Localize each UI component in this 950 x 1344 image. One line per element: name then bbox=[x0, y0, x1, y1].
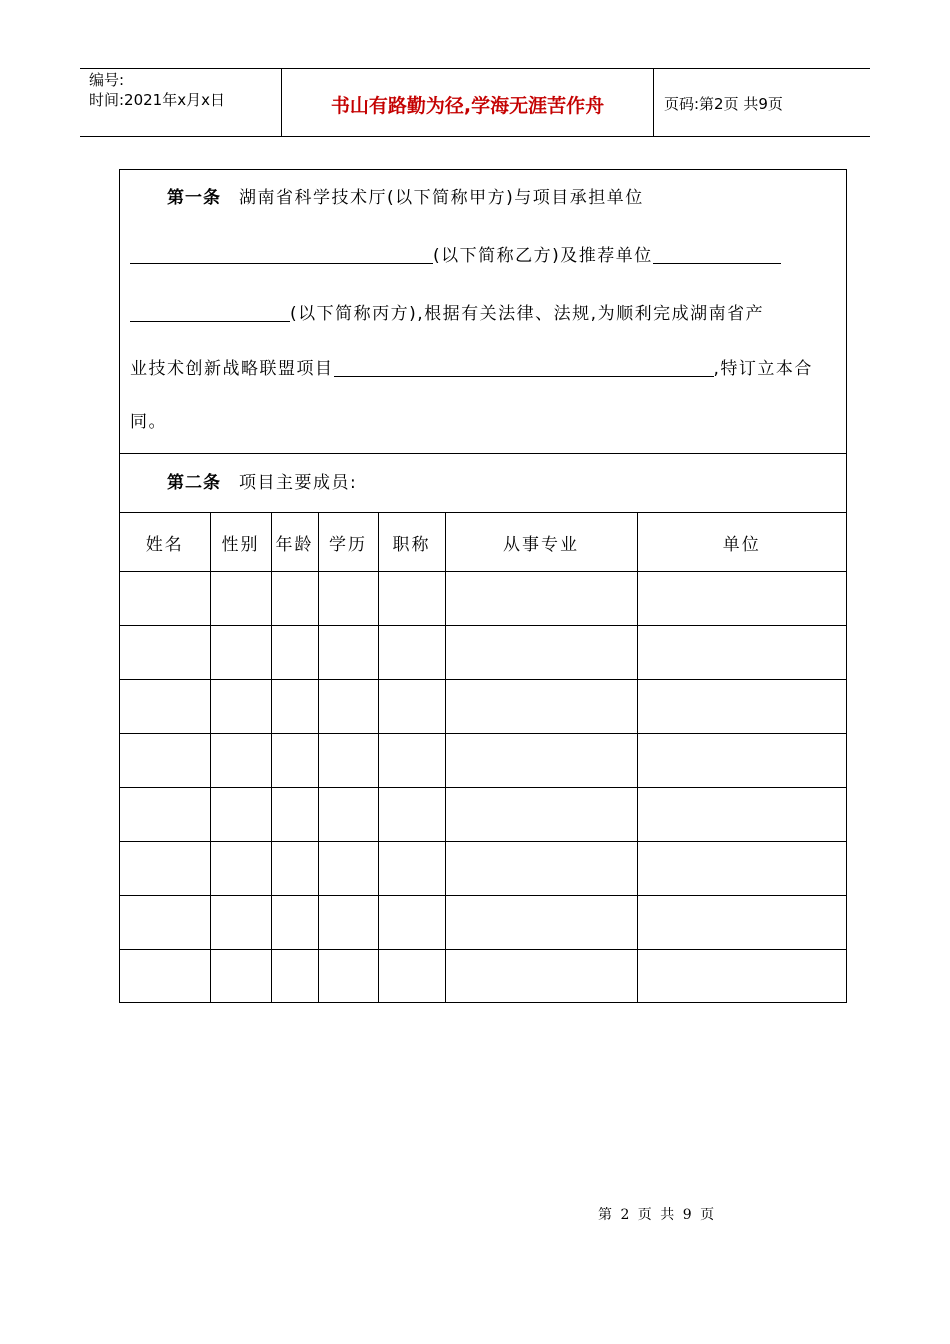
column-header-title: 职称 bbox=[378, 513, 445, 572]
header-page-number: 页码:第2页 共9页 bbox=[664, 95, 783, 113]
table-cell[interactable] bbox=[445, 680, 637, 734]
table-cell[interactable] bbox=[445, 734, 637, 788]
table-cell[interactable] bbox=[637, 842, 846, 896]
table-row bbox=[120, 788, 846, 842]
article-one-line-3 bbox=[130, 302, 838, 326]
table-row bbox=[120, 896, 846, 950]
party-b-blank[interactable] bbox=[130, 245, 433, 264]
table-cell[interactable] bbox=[120, 734, 210, 788]
table-cell[interactable] bbox=[210, 626, 271, 680]
table-cell[interactable] bbox=[445, 788, 637, 842]
column-header-education: 学历 bbox=[318, 513, 378, 572]
table-cell[interactable] bbox=[445, 896, 637, 950]
serial-label: 编号: bbox=[89, 71, 125, 89]
article-two-line bbox=[130, 471, 838, 495]
article-two-text: 项目主要成员: bbox=[239, 473, 358, 493]
contract-form bbox=[119, 169, 847, 1003]
table-cell[interactable] bbox=[210, 950, 271, 1004]
table-row bbox=[120, 950, 846, 1004]
table-cell[interactable] bbox=[445, 572, 637, 626]
article-one-closing: 同。 bbox=[130, 412, 167, 432]
table-cell[interactable] bbox=[271, 788, 318, 842]
table-cell[interactable] bbox=[271, 680, 318, 734]
table-cell[interactable] bbox=[637, 950, 846, 1004]
table-cell[interactable] bbox=[637, 788, 846, 842]
table-cell[interactable] bbox=[120, 788, 210, 842]
table-cell[interactable] bbox=[378, 950, 445, 1004]
project-name-blank[interactable] bbox=[334, 358, 714, 377]
table-cell[interactable] bbox=[378, 788, 445, 842]
table-cell[interactable] bbox=[318, 680, 378, 734]
article-two-heading: 第二条 bbox=[167, 473, 221, 493]
table-cell[interactable] bbox=[120, 572, 210, 626]
article-one-line-1 bbox=[130, 186, 838, 210]
table-row bbox=[120, 626, 846, 680]
article-one-project-suffix: ,特订立本合 bbox=[713, 359, 813, 379]
table-cell[interactable] bbox=[445, 842, 637, 896]
table-cell[interactable] bbox=[318, 950, 378, 1004]
table-row bbox=[120, 734, 846, 788]
article-one-section bbox=[120, 170, 846, 454]
table-cell[interactable] bbox=[271, 626, 318, 680]
page-footer: 第 2 页 共 9 页 bbox=[598, 1207, 715, 1223]
article-one-party-a-text: 湖南省科学技术厅(以下简称甲方)与项目承担单位 bbox=[239, 188, 644, 208]
table-cell[interactable] bbox=[318, 572, 378, 626]
table-cell[interactable] bbox=[271, 842, 318, 896]
table-cell[interactable] bbox=[445, 950, 637, 1004]
table-cell[interactable] bbox=[378, 896, 445, 950]
table-cell[interactable] bbox=[378, 680, 445, 734]
table-cell[interactable] bbox=[210, 734, 271, 788]
document-header bbox=[80, 68, 870, 137]
table-cell[interactable] bbox=[120, 626, 210, 680]
table-cell[interactable] bbox=[210, 572, 271, 626]
members-table-body bbox=[120, 572, 846, 1004]
table-cell[interactable] bbox=[120, 680, 210, 734]
table-cell[interactable] bbox=[637, 572, 846, 626]
table-cell[interactable] bbox=[378, 842, 445, 896]
table-cell[interactable] bbox=[378, 626, 445, 680]
article-two-section bbox=[120, 454, 846, 513]
article-one-party-c-text: (以下简称丙方),根据有关法律、法规,为顺利完成湖南省产 bbox=[290, 304, 765, 324]
table-row bbox=[120, 680, 846, 734]
article-one-line-2 bbox=[130, 244, 838, 268]
table-cell[interactable] bbox=[637, 680, 846, 734]
article-one-line-5 bbox=[130, 410, 838, 434]
column-header-gender: 性别 bbox=[210, 513, 271, 572]
table-cell[interactable] bbox=[318, 788, 378, 842]
members-table bbox=[120, 513, 846, 1003]
table-cell[interactable] bbox=[210, 842, 271, 896]
table-cell[interactable] bbox=[210, 680, 271, 734]
table-cell[interactable] bbox=[271, 896, 318, 950]
column-header-organization: 单位 bbox=[637, 513, 846, 572]
table-cell[interactable] bbox=[210, 788, 271, 842]
table-cell[interactable] bbox=[120, 842, 210, 896]
table-cell[interactable] bbox=[378, 572, 445, 626]
recommender-blank[interactable] bbox=[653, 245, 781, 264]
table-row bbox=[120, 572, 846, 626]
table-row bbox=[120, 842, 846, 896]
table-cell[interactable] bbox=[210, 896, 271, 950]
table-cell[interactable] bbox=[318, 896, 378, 950]
table-cell[interactable] bbox=[318, 842, 378, 896]
party-c-blank[interactable] bbox=[130, 303, 290, 322]
column-header-age: 年龄 bbox=[271, 513, 318, 572]
table-cell[interactable] bbox=[378, 734, 445, 788]
article-one-heading: 第一条 bbox=[167, 188, 221, 208]
time-label: 时间:2021年x月x日 bbox=[89, 91, 225, 109]
header-page-cell bbox=[654, 69, 870, 136]
table-cell[interactable] bbox=[120, 896, 210, 950]
column-header-name: 姓名 bbox=[120, 513, 210, 572]
table-cell[interactable] bbox=[637, 626, 846, 680]
table-cell[interactable] bbox=[271, 572, 318, 626]
column-header-specialty: 从事专业 bbox=[445, 513, 637, 572]
article-one-line-4 bbox=[130, 357, 838, 381]
members-table-header-row bbox=[120, 513, 846, 572]
table-cell[interactable] bbox=[318, 734, 378, 788]
article-one-project-prefix: 业技术创新战略联盟项目 bbox=[130, 359, 334, 379]
table-cell[interactable] bbox=[318, 626, 378, 680]
table-cell[interactable] bbox=[271, 734, 318, 788]
table-cell[interactable] bbox=[120, 950, 210, 1004]
header-motto: 书山有路勤为径,学海无涯苦作舟 bbox=[330, 95, 605, 117]
table-cell[interactable] bbox=[637, 734, 846, 788]
table-cell[interactable] bbox=[271, 950, 318, 1004]
header-motto-cell bbox=[282, 69, 654, 136]
table-cell[interactable] bbox=[637, 896, 846, 950]
table-cell[interactable] bbox=[445, 626, 637, 680]
header-meta-cell bbox=[80, 69, 282, 136]
article-one-party-b-text: (以下简称乙方)及推荐单位 bbox=[433, 246, 653, 266]
